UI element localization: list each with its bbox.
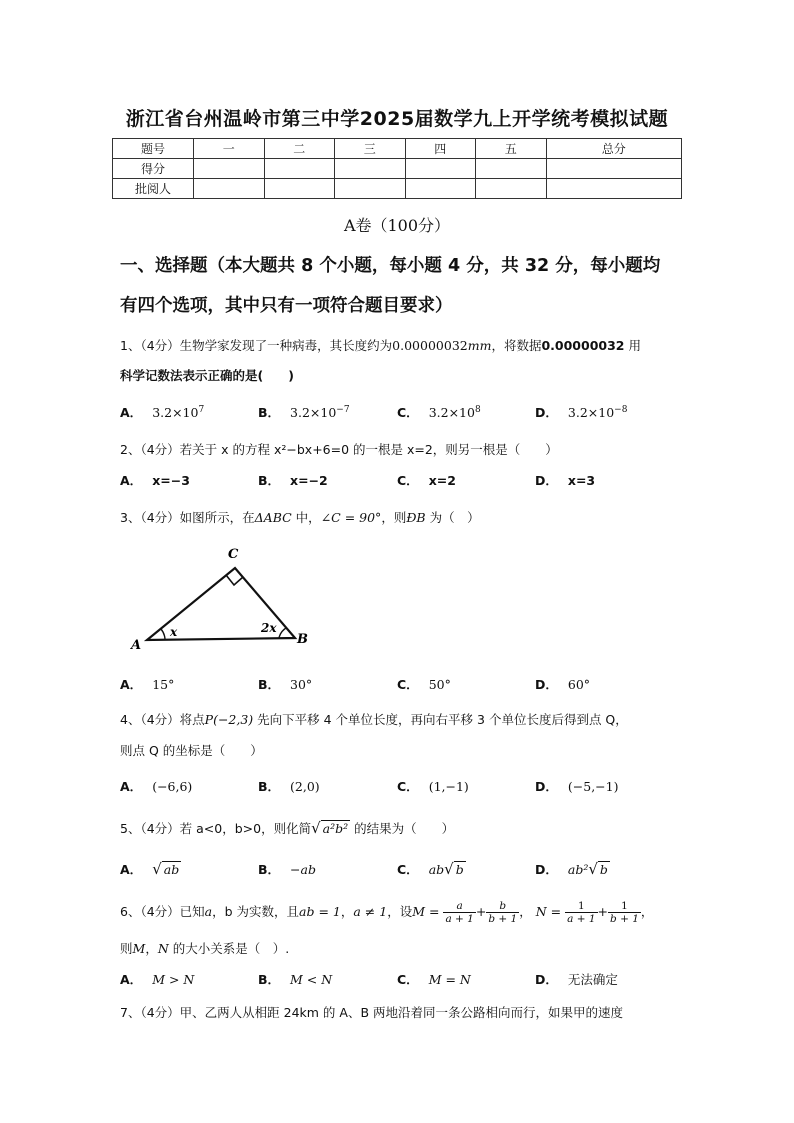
q5-option-b[interactable] [258,860,316,878]
plus-sign: + [597,904,609,919]
option-letter: D． [535,972,558,987]
angle-b-arc [279,628,286,638]
option-value: 60° [567,677,591,692]
score-cell: 五 [476,139,547,159]
q1-suffix: 用 [624,338,641,353]
option-letter: A． [120,862,143,877]
right-angle-mark [226,575,243,585]
option-letter: B． [258,677,281,692]
option-value: x=−2 [290,473,328,488]
q1-line2 [120,366,294,384]
option-letter: B． [258,779,281,794]
q3-option-b[interactable] [258,675,312,693]
q1-length: 0.00000032 [392,338,468,353]
frac-numerator: a [443,900,475,913]
option-value: (−5,−1) [567,779,619,794]
q4-line1 [120,710,628,728]
section-1-heading-line1: 一、选择题（本大题共 8 个小题，每小题 4 分，共 32 分，每小题均 [120,256,661,276]
q6-line2-post: 的大小关系是（ ）. [168,941,290,956]
q3-option-d[interactable] [535,675,590,693]
frac-denominator: b + 1 [610,913,639,925]
score-row-label: 得分 [113,159,194,179]
q6-option-b[interactable] [258,970,332,988]
angle-a-arc [161,629,165,639]
option-letter: D． [535,779,558,794]
option-value: 无法确定 [567,972,618,987]
option-letter: A． [120,972,143,987]
q6-cond1: ab = 1 [299,904,341,919]
option-value: −ab [290,862,316,877]
option-letter: D． [535,862,558,877]
q3-triangle: ΔABC [254,510,292,525]
sqrt-symbol: √ [588,860,598,878]
q6-line1 [120,900,653,925]
grader-row-label: 批阅人 [113,179,194,199]
score-table-header-row [113,139,682,159]
grader-input-cell[interactable] [194,179,265,199]
q2-option-d[interactable] [535,471,595,489]
q6-line2-pre: 则 [120,941,133,956]
option-value: ab² [567,862,589,877]
q4-option-c[interactable] [397,777,469,795]
score-table [112,138,682,199]
q2-option-c[interactable] [397,471,456,489]
q6-option-d[interactable] [535,970,618,988]
q5-suffix: 的结果为（ ） [350,821,455,836]
sqrt-symbol: √ [444,860,454,878]
q4-prefix: 4、（4分）将点 [120,712,205,727]
q1-unit: mm [467,338,492,353]
option-value: (1,−1) [428,779,469,794]
option-exponent: 7 [198,404,205,415]
q4-option-a[interactable] [120,777,192,795]
option-root: b [599,862,608,877]
q5-prefix: 5、（4分）若 a<0，b>0，则化简 [120,821,312,836]
q6-line2-sep: ， [145,941,158,956]
option-value: (2,0) [290,779,320,794]
q6-N-lhs: N = [535,904,562,919]
q4-option-b[interactable] [258,777,320,795]
option-letter: A． [120,779,143,794]
option-letter: B． [258,862,281,877]
score-input-cell[interactable] [476,159,547,179]
q5-line1 [120,819,454,837]
option-value: x=2 [428,473,456,488]
option-letter: A． [120,677,143,692]
q1-option-b[interactable] [258,403,350,421]
q1-option-d[interactable] [535,403,627,421]
q4-line2-text: 则点 Q 的坐标是（ ） [120,743,263,758]
q6-var-a: a [204,904,213,919]
score-input-cell[interactable] [264,159,335,179]
q1-mid: ，将数据 [491,338,542,353]
option-value: 15° [152,677,175,692]
q6-M-frac2 [486,900,519,925]
q4-option-d[interactable] [535,777,618,795]
score-input-cell[interactable] [335,159,406,179]
option-exponent: −8 [614,404,628,415]
score-table-grader-row [113,179,682,199]
q1-line2-text: 科学记数法表示正确的是( ) [120,368,294,383]
q6-sep: ， [519,904,532,919]
sqrt-symbol: √ [311,819,321,837]
option-value: M = N [428,972,471,987]
sqrt-symbol: √ [152,860,162,878]
q3-mid: 中， [291,510,321,525]
q3-prefix: 3、（4分）如图所示，在 [120,510,255,525]
q3-line1 [120,508,480,526]
q3-target: ÐB [406,510,426,525]
paper-a-label: A卷（100分） [343,216,451,235]
q1-line1 [120,336,641,354]
angle-b-label: 2x [261,621,277,635]
score-input-cell[interactable] [194,159,265,179]
q6-prefix: 6、（4分）已知 [120,904,205,919]
option-value: x=3 [567,473,596,488]
q6-line2 [120,939,289,957]
option-exponent: −7 [336,404,350,415]
angle-a-label: x [170,625,178,639]
frac-numerator: 1 [608,900,641,913]
score-cell: 四 [405,139,476,159]
section-1-heading-line2: 有四个选项，其中只有一项符合题目要求） [120,296,453,316]
q3-option-a[interactable] [120,675,174,693]
exam-title: 浙江省台州温岭市第三中学2025届数学九上开学统考模拟试题 [125,108,669,130]
q1-option-c[interactable] [397,403,481,421]
option-letter: B． [258,972,281,987]
q6-mid2: ，设 [387,904,413,919]
option-letter: C． [397,972,419,987]
option-value: 3.2×10 [428,405,475,420]
q2-option-b[interactable] [258,471,328,489]
option-value: M < N [290,972,333,987]
option-value: 3.2×10 [152,405,199,420]
frac-denominator: a + 1 [445,913,474,925]
option-letter: D． [535,405,558,420]
option-value: 30° [290,677,313,692]
vertex-c-label: C [228,547,239,562]
option-letter: C． [397,405,419,420]
option-letter: A． [120,473,143,488]
score-cell: 题号 [113,139,194,159]
grader-input-cell[interactable] [405,179,476,199]
q7-line1 [120,1003,623,1021]
q5-option-c[interactable] [397,860,466,878]
q4-line2 [120,741,263,759]
frac-numerator: 1 [565,900,597,913]
option-value: (−6,6) [152,779,193,794]
q6-cond2: a ≠ 1 [353,904,388,919]
q3-end: 为（ ） [425,510,480,525]
q1-option-a[interactable] [120,403,204,421]
q5-option-d[interactable] [535,860,610,878]
plus-sign: + [475,904,487,919]
q6-M-lhs: M = [412,904,440,919]
option-exponent: 8 [474,404,481,415]
option-value: ab [428,862,445,877]
q6-option-a[interactable] [120,970,194,988]
score-cell: 三 [335,139,406,159]
q6-option-c[interactable] [397,970,471,988]
q1-prefix: 1、（4分）生物学家发现了一种病毒，其长度约为 [120,338,393,353]
score-input-cell[interactable] [405,159,476,179]
q3-option-c[interactable] [397,675,451,693]
option-letter: D． [535,677,558,692]
triangle-figure [125,540,315,655]
grader-input-cell[interactable] [264,179,335,199]
q4-point: P(−2,3) [204,712,254,727]
q1-data: 0.00000032 [541,338,625,353]
frac-numerator: b [486,900,519,913]
q2-text: 2、（4分）若关于 x 的方程 x²−bx+6=0 的一根是 x=2，则另一根是（ ） [120,442,558,457]
q6-N-frac2 [608,900,641,925]
option-root: b [455,862,464,877]
q2-line1 [120,440,558,458]
option-letter: C． [397,779,419,794]
score-cell: 总分 [546,139,682,159]
q3-suffix: ，则 [381,510,407,525]
q7-text: 7、（4分）甲、乙两人从相距 24km 的 A、B 两地沿着同一条公路相向而行，如果甲的速度 [120,1005,623,1020]
option-letter: D． [535,473,558,488]
vertex-a-label: A [131,638,142,653]
option-letter: C． [397,677,419,692]
grader-input-cell[interactable] [335,179,406,199]
q6-line2-N: N [157,941,169,956]
option-letter: B． [258,473,281,488]
option-letter: B． [258,405,281,420]
q5-expr: a²b² [322,821,349,836]
q6-M-frac1 [443,900,475,925]
vertex-b-label: B [297,632,308,647]
option-letter: A． [120,405,143,420]
score-table-score-row [113,159,682,179]
option-root: ab [163,862,180,877]
q6-line2-M: M [132,941,146,956]
option-value: 50° [428,677,451,692]
frac-denominator: a + 1 [567,913,596,925]
score-cell: 二 [264,139,335,159]
q4-suffix: 先向下平移 4 个单位长度，再向右平移 3 个单位长度后得到点 Q， [253,712,628,727]
grader-input-cell[interactable] [476,179,547,199]
q3-angle: ∠C = 90° [320,510,382,525]
q5-option-a[interactable] [120,860,181,878]
q6-sep: ， [640,904,654,919]
option-value: M > N [152,972,195,987]
score-cell: 一 [194,139,265,159]
option-letter: C． [397,473,419,488]
grader-input-cell[interactable] [546,179,682,199]
q6-sep: ， [340,904,354,919]
score-input-cell[interactable] [546,159,682,179]
q6-mid1: ，b 为实数，且 [212,904,300,919]
option-value: x=−3 [152,473,190,488]
option-value: 3.2×10 [567,405,615,420]
q2-option-a[interactable] [120,471,190,489]
option-value: 3.2×10 [290,405,337,420]
frac-denominator: b + 1 [488,913,518,925]
option-letter: C． [397,862,419,877]
q6-N-frac1 [565,900,597,925]
